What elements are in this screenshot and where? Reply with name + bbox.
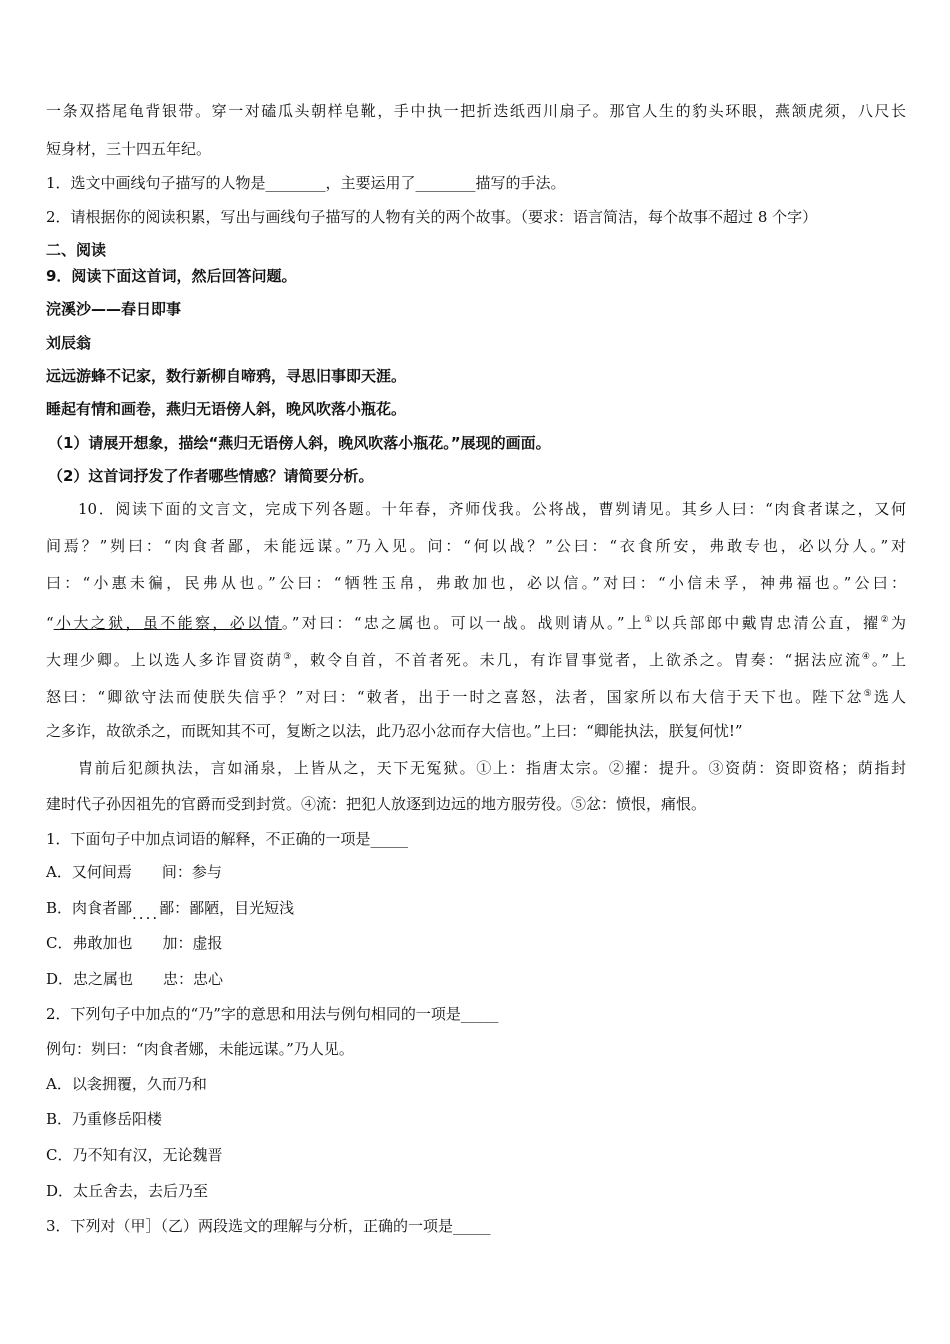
poem-author: 刘辰翁 [46,334,92,352]
question-10-1-stem: 1．下面句子中加点词语的解释，不正确的一项是_____ [46,830,409,848]
option-c: C．乃不知有汉，无论魏晋 [46,1146,223,1164]
question-2: 2．请根据你的阅读积累，写出与画线句子描写的人物有关的两个故事。（要求：语言简洁，每个故事不超过 8 个字） [46,208,818,226]
sub-question-2: （2）这首词抒发了作者哪些情感？请简要分析。 [48,467,374,485]
option-c: C．弗敢加也 加：虚报 [46,934,223,952]
section-heading: 二、阅读 [46,241,107,259]
poem-line: 睡起有情和画卷，燕归无语傍人斜，晚风吹落小瓶花。 [46,400,407,418]
poem-title: 浣溪沙——春日即事 [46,300,182,318]
passage-line: 曰：“小惠未徧，民弗从也。”公曰：“牺牲玉帛，弗敢加也，必以信。”对曰：“小信未孚，神弗福也。”公曰： [46,574,906,592]
option-a: A．以衾拥覆，久而乃和 [46,1075,207,1093]
passage-line: 10．阅读下面的文言文，完成下列各题。十年春，齐师伐我。公将战，曹刿请见。其乡人曰：“肉食者谋之，又何 [78,500,906,518]
passage-line: 大理少卿。上以选人多诈冒资荫③，敕令自首，不首者死。未几，有诈冒事觉者，上欲杀之。胄奏：“据法应流④。”上 [46,651,906,669]
question-10-3-stem: 3．下列对（甲］（乙）两段选文的理解与分析，正确的一项是_____ [46,1217,491,1235]
passage-line: 间焉？”刿曰：“肉食者鄙，未能远谋。”乃入见。问：“何以战？”公曰：“衣食所安，弗敢专也，必以分人。”对 [46,537,906,555]
passage-line: 之多诈，故欲杀之，而既知其不可，复断之以法，此乃忍小忿而存大信也。”上曰：“卿能执法，朕复何忧!” [46,722,743,740]
option-a: A．又何间焉 间：参与 [46,863,222,881]
poem-line: 远远游蜂不记家，数行新柳自啼鸦，寻思旧事即天涯。 [46,367,407,385]
passage-line: 短身材，三十四五年纪。 [46,140,212,158]
question-9-title: 9．阅读下面这首词，然后回答问题。 [46,267,297,285]
question-10-2-stem: 2．下列句子中加点的“乃”字的意思和用法与例句相同的一项是_____ [46,1005,499,1023]
option-d: D．忠之属也 忠：忠心 [46,970,224,988]
passage-line: 一条双搭尾龟背银带。穿一对磕瓜头朝样皂靴，手中执一把折迭纸西川扇子。那官人生的豹头环眼，燕颔虎须，八尺长 [46,102,906,120]
sub-question-1: （1）请展开想象，描绘“燕归无语傍人斜，晚风吹落小瓶花。”展现的画面。 [48,434,551,452]
option-b: B．肉食者鄙....鄙：鄙陋，目光短浅 [46,899,295,923]
passage-line: 建时代子孙因祖先的官爵而受到封赏。④流：把犯人放逐到边远的地方服劳役。⑤忿：愤恨，痛恨。 [46,795,707,813]
passage-line: 怒曰：“卿欲守法而使朕失信乎？”对曰：“敕者，出于一时之喜怒，法者，国家所以布大信于天下也。陛下忿⑤选人 [46,688,906,706]
option-d: D．太丘舍去，去后乃至 [46,1182,209,1200]
example-sentence: 例句：刿曰：“肉食者娜，未能远谋。”乃人见。 [46,1040,354,1058]
passage-line: “小大之狱，虽不能察，必以情。”对曰：“忠之属也。可以一战。战则请从。”上①以兵部郎中戴胄忠清公直，擢②为 [46,614,906,632]
passage-line: 胄前后犯颜执法，言如涌泉，上皆从之，天下无冤狱。①上：指唐太宗。②擢：提升。③资荫：资即资格；荫指封 [78,759,906,777]
question-1: 1．选文中画线句子描写的人物是________，主要运用了________描写的手法。 [46,174,566,192]
option-b: B．乃重修岳阳楼 [46,1110,163,1128]
underlined-sentence: 小大之狱，虽不能察，必以情 [53,614,282,632]
